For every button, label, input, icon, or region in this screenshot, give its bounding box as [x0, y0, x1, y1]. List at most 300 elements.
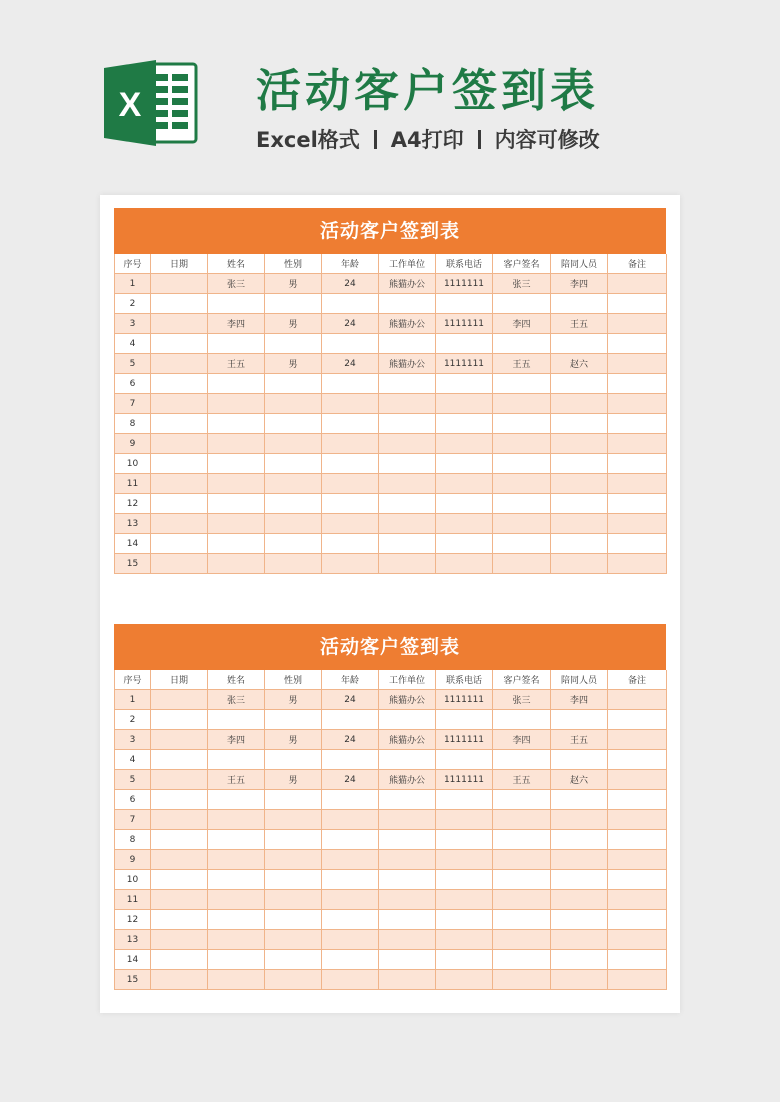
table-cell[interactable] [436, 294, 493, 314]
table-cell[interactable] [379, 514, 436, 534]
table-cell[interactable] [493, 474, 551, 494]
table-cell[interactable]: 9 [115, 434, 151, 454]
table-cell[interactable]: 1111111 [436, 274, 493, 294]
table-cell[interactable] [265, 790, 322, 810]
table-cell[interactable] [265, 454, 322, 474]
table-cell[interactable]: 5 [115, 770, 151, 790]
table-cell[interactable] [436, 534, 493, 554]
table-cell[interactable] [208, 474, 265, 494]
table-cell[interactable]: 2 [115, 294, 151, 314]
table-cell[interactable]: 3 [115, 314, 151, 334]
table-cell[interactable]: 15 [115, 554, 151, 574]
table-cell[interactable]: 张三 [208, 690, 265, 710]
table-cell[interactable] [493, 294, 551, 314]
table-cell[interactable] [493, 890, 551, 910]
table-cell[interactable] [551, 710, 608, 730]
table-cell[interactable] [436, 554, 493, 574]
table-cell[interactable] [151, 930, 208, 950]
table-cell[interactable] [493, 514, 551, 534]
table-cell[interactable]: 李四 [551, 690, 608, 710]
table-cell[interactable]: 男 [265, 770, 322, 790]
table-cell[interactable] [493, 710, 551, 730]
table-cell[interactable] [151, 414, 208, 434]
table-cell[interactable] [208, 950, 265, 970]
table-cell[interactable]: 赵六 [551, 354, 608, 374]
table-cell[interactable] [379, 890, 436, 910]
table-cell[interactable] [151, 810, 208, 830]
table-cell[interactable] [208, 710, 265, 730]
table-cell[interactable]: 11 [115, 890, 151, 910]
table-cell[interactable] [608, 354, 667, 374]
table-cell[interactable] [551, 930, 608, 950]
table-cell[interactable] [436, 890, 493, 910]
table-cell[interactable]: 王五 [208, 770, 265, 790]
table-cell[interactable] [322, 710, 379, 730]
table-cell[interactable]: 李四 [493, 314, 551, 334]
table-cell[interactable]: 4 [115, 750, 151, 770]
table-cell[interactable] [436, 514, 493, 534]
table-cell[interactable] [208, 810, 265, 830]
table-cell[interactable] [322, 890, 379, 910]
table-cell[interactable] [265, 910, 322, 930]
table-cell[interactable]: 14 [115, 534, 151, 554]
table-cell[interactable]: 李四 [208, 314, 265, 334]
table-cell[interactable] [608, 514, 667, 534]
table-cell[interactable] [436, 810, 493, 830]
table-cell[interactable] [436, 710, 493, 730]
table-cell[interactable] [265, 930, 322, 950]
table-cell[interactable]: 李四 [493, 730, 551, 750]
table-cell[interactable] [379, 870, 436, 890]
table-cell[interactable] [265, 514, 322, 534]
table-cell[interactable] [551, 334, 608, 354]
table-cell[interactable] [208, 414, 265, 434]
table-cell[interactable]: 1111111 [436, 730, 493, 750]
table-cell[interactable]: 24 [322, 730, 379, 750]
table-cell[interactable] [436, 474, 493, 494]
table-cell[interactable] [208, 910, 265, 930]
table-cell[interactable] [608, 870, 667, 890]
table-cell[interactable]: 熊猫办公 [379, 770, 436, 790]
table-cell[interactable] [608, 770, 667, 790]
table-cell[interactable] [379, 790, 436, 810]
table-cell[interactable] [379, 850, 436, 870]
table-cell[interactable] [208, 454, 265, 474]
table-cell[interactable]: 14 [115, 950, 151, 970]
table-cell[interactable]: 张三 [208, 274, 265, 294]
table-cell[interactable] [436, 494, 493, 514]
table-cell[interactable] [151, 334, 208, 354]
table-cell[interactable]: 10 [115, 870, 151, 890]
table-cell[interactable] [151, 374, 208, 394]
table-cell[interactable] [551, 890, 608, 910]
table-cell[interactable] [208, 554, 265, 574]
table-cell[interactable] [493, 534, 551, 554]
table-cell[interactable] [379, 930, 436, 950]
table-cell[interactable] [265, 750, 322, 770]
table-cell[interactable] [608, 374, 667, 394]
table-cell[interactable] [208, 534, 265, 554]
table-cell[interactable] [322, 534, 379, 554]
table-cell[interactable] [322, 334, 379, 354]
table-cell[interactable] [608, 810, 667, 830]
table-cell[interactable] [493, 454, 551, 474]
table-cell[interactable] [379, 830, 436, 850]
table-cell[interactable]: 李四 [551, 274, 608, 294]
table-cell[interactable] [379, 474, 436, 494]
table-cell[interactable] [265, 554, 322, 574]
table-cell[interactable]: 12 [115, 910, 151, 930]
table-cell[interactable]: 10 [115, 454, 151, 474]
table-cell[interactable] [493, 414, 551, 434]
table-cell[interactable] [379, 710, 436, 730]
table-cell[interactable] [436, 750, 493, 770]
table-cell[interactable]: 1 [115, 690, 151, 710]
table-cell[interactable] [322, 454, 379, 474]
table-cell[interactable] [151, 494, 208, 514]
table-cell[interactable] [208, 870, 265, 890]
table-cell[interactable] [551, 514, 608, 534]
table-cell[interactable] [322, 374, 379, 394]
table-cell[interactable]: 王五 [208, 354, 265, 374]
table-cell[interactable] [379, 434, 436, 454]
table-cell[interactable]: 1111111 [436, 354, 493, 374]
table-cell[interactable]: 男 [265, 274, 322, 294]
table-cell[interactable] [493, 810, 551, 830]
table-cell[interactable] [436, 850, 493, 870]
table-cell[interactable]: 张三 [493, 690, 551, 710]
table-cell[interactable] [208, 434, 265, 454]
table-cell[interactable]: 15 [115, 970, 151, 990]
table-cell[interactable] [493, 394, 551, 414]
table-cell[interactable] [608, 690, 667, 710]
table-cell[interactable]: 24 [322, 770, 379, 790]
table-cell[interactable] [551, 374, 608, 394]
table-cell[interactable]: 男 [265, 314, 322, 334]
table-cell[interactable] [436, 790, 493, 810]
table-cell[interactable] [608, 434, 667, 454]
table-cell[interactable] [265, 970, 322, 990]
table-cell[interactable] [379, 494, 436, 514]
table-cell[interactable]: 熊猫办公 [379, 730, 436, 750]
table-cell[interactable] [151, 274, 208, 294]
table-cell[interactable] [436, 830, 493, 850]
table-cell[interactable] [322, 434, 379, 454]
table-cell[interactable] [608, 274, 667, 294]
table-cell[interactable] [608, 970, 667, 990]
table-cell[interactable] [208, 374, 265, 394]
table-cell[interactable] [265, 434, 322, 454]
table-cell[interactable] [551, 970, 608, 990]
table-cell[interactable] [379, 294, 436, 314]
table-cell[interactable] [151, 750, 208, 770]
table-cell[interactable] [322, 910, 379, 930]
table-cell[interactable] [436, 950, 493, 970]
table-cell[interactable] [608, 294, 667, 314]
table-cell[interactable] [322, 294, 379, 314]
table-cell[interactable] [551, 534, 608, 554]
table-cell[interactable] [608, 710, 667, 730]
table-cell[interactable]: 13 [115, 930, 151, 950]
table-cell[interactable] [551, 910, 608, 930]
table-cell[interactable] [493, 970, 551, 990]
table-cell[interactable] [208, 970, 265, 990]
table-cell[interactable] [151, 770, 208, 790]
table-cell[interactable] [608, 414, 667, 434]
table-cell[interactable]: 8 [115, 414, 151, 434]
table-cell[interactable] [379, 810, 436, 830]
table-cell[interactable] [551, 950, 608, 970]
table-cell[interactable] [265, 394, 322, 414]
table-cell[interactable] [608, 950, 667, 970]
table-cell[interactable]: 王五 [551, 730, 608, 750]
table-cell[interactable] [208, 890, 265, 910]
table-cell[interactable] [151, 730, 208, 750]
table-cell[interactable] [322, 850, 379, 870]
table-cell[interactable] [265, 850, 322, 870]
table-cell[interactable] [379, 374, 436, 394]
table-cell[interactable] [322, 810, 379, 830]
table-cell[interactable]: 24 [322, 690, 379, 710]
table-cell[interactable] [151, 534, 208, 554]
table-cell[interactable] [265, 810, 322, 830]
table-cell[interactable] [436, 374, 493, 394]
table-cell[interactable] [265, 294, 322, 314]
table-cell[interactable] [208, 514, 265, 534]
table-cell[interactable] [608, 930, 667, 950]
table-cell[interactable] [322, 474, 379, 494]
table-cell[interactable] [608, 890, 667, 910]
table-cell[interactable] [151, 514, 208, 534]
table-cell[interactable] [436, 930, 493, 950]
table-cell[interactable]: 5 [115, 354, 151, 374]
table-cell[interactable] [608, 474, 667, 494]
table-cell[interactable] [265, 414, 322, 434]
table-cell[interactable] [551, 494, 608, 514]
table-cell[interactable]: 11 [115, 474, 151, 494]
table-cell[interactable] [265, 710, 322, 730]
table-cell[interactable] [322, 750, 379, 770]
table-cell[interactable]: 13 [115, 514, 151, 534]
table-cell[interactable] [493, 434, 551, 454]
table-cell[interactable] [322, 514, 379, 534]
table-cell[interactable] [551, 554, 608, 574]
table-cell[interactable] [151, 474, 208, 494]
table-cell[interactable] [151, 830, 208, 850]
table-cell[interactable] [551, 394, 608, 414]
table-cell[interactable] [265, 830, 322, 850]
table-cell[interactable] [151, 850, 208, 870]
table-cell[interactable]: 24 [322, 354, 379, 374]
table-cell[interactable] [608, 850, 667, 870]
table-cell[interactable]: 1111111 [436, 770, 493, 790]
table-cell[interactable] [551, 850, 608, 870]
table-cell[interactable]: 熊猫办公 [379, 690, 436, 710]
table-cell[interactable]: 2 [115, 710, 151, 730]
table-cell[interactable]: 王五 [493, 770, 551, 790]
table-cell[interactable]: 男 [265, 690, 322, 710]
table-cell[interactable] [322, 870, 379, 890]
table-cell[interactable]: 1111111 [436, 314, 493, 334]
table-cell[interactable] [608, 534, 667, 554]
table-cell[interactable] [265, 494, 322, 514]
table-cell[interactable]: 24 [322, 314, 379, 334]
table-cell[interactable] [551, 870, 608, 890]
table-cell[interactable] [151, 554, 208, 574]
table-cell[interactable] [379, 334, 436, 354]
table-cell[interactable] [493, 950, 551, 970]
table-cell[interactable] [379, 554, 436, 574]
table-cell[interactable] [151, 910, 208, 930]
table-cell[interactable] [493, 494, 551, 514]
table-cell[interactable]: 3 [115, 730, 151, 750]
table-cell[interactable]: 赵六 [551, 770, 608, 790]
table-cell[interactable] [551, 750, 608, 770]
table-cell[interactable] [265, 534, 322, 554]
table-cell[interactable] [151, 870, 208, 890]
table-cell[interactable] [379, 454, 436, 474]
table-cell[interactable] [322, 394, 379, 414]
table-cell[interactable] [608, 554, 667, 574]
table-cell[interactable] [322, 930, 379, 950]
table-cell[interactable] [322, 790, 379, 810]
table-cell[interactable] [265, 950, 322, 970]
table-cell[interactable] [493, 554, 551, 574]
table-cell[interactable] [151, 950, 208, 970]
table-cell[interactable] [379, 394, 436, 414]
table-cell[interactable] [151, 454, 208, 474]
table-cell[interactable] [151, 970, 208, 990]
table-cell[interactable]: 熊猫办公 [379, 314, 436, 334]
table-cell[interactable] [265, 890, 322, 910]
table-cell[interactable] [608, 790, 667, 810]
table-cell[interactable] [379, 950, 436, 970]
table-cell[interactable] [493, 374, 551, 394]
table-cell[interactable]: 男 [265, 730, 322, 750]
table-cell[interactable] [551, 454, 608, 474]
table-cell[interactable] [608, 494, 667, 514]
table-cell[interactable]: 6 [115, 790, 151, 810]
table-cell[interactable] [265, 870, 322, 890]
table-cell[interactable] [322, 970, 379, 990]
table-cell[interactable] [493, 830, 551, 850]
table-cell[interactable] [379, 970, 436, 990]
table-cell[interactable] [551, 790, 608, 810]
table-cell[interactable] [493, 870, 551, 890]
table-cell[interactable] [436, 334, 493, 354]
table-cell[interactable]: 7 [115, 810, 151, 830]
table-cell[interactable] [436, 910, 493, 930]
table-cell[interactable] [436, 870, 493, 890]
table-cell[interactable] [551, 434, 608, 454]
table-cell[interactable] [608, 750, 667, 770]
table-cell[interactable] [608, 454, 667, 474]
table-cell[interactable] [151, 710, 208, 730]
table-cell[interactable] [151, 354, 208, 374]
table-cell[interactable] [208, 750, 265, 770]
table-cell[interactable] [151, 790, 208, 810]
table-cell[interactable] [436, 454, 493, 474]
table-cell[interactable] [151, 294, 208, 314]
table-cell[interactable] [551, 830, 608, 850]
table-cell[interactable] [151, 890, 208, 910]
table-cell[interactable] [551, 810, 608, 830]
table-cell[interactable] [379, 910, 436, 930]
table-cell[interactable]: 6 [115, 374, 151, 394]
table-cell[interactable]: 24 [322, 274, 379, 294]
table-cell[interactable] [151, 394, 208, 414]
table-cell[interactable] [608, 394, 667, 414]
table-cell[interactable] [208, 294, 265, 314]
table-cell[interactable] [608, 334, 667, 354]
table-cell[interactable] [379, 414, 436, 434]
table-cell[interactable] [551, 414, 608, 434]
table-cell[interactable] [493, 930, 551, 950]
table-cell[interactable] [436, 434, 493, 454]
table-cell[interactable] [436, 970, 493, 990]
table-cell[interactable] [265, 334, 322, 354]
table-cell[interactable]: 王五 [493, 354, 551, 374]
table-cell[interactable] [379, 534, 436, 554]
table-cell[interactable] [608, 314, 667, 334]
table-cell[interactable] [151, 314, 208, 334]
table-cell[interactable] [379, 750, 436, 770]
table-cell[interactable] [208, 930, 265, 950]
table-cell[interactable]: 9 [115, 850, 151, 870]
table-cell[interactable] [436, 414, 493, 434]
table-cell[interactable] [208, 394, 265, 414]
table-cell[interactable] [208, 850, 265, 870]
table-cell[interactable] [208, 334, 265, 354]
table-cell[interactable] [208, 830, 265, 850]
table-cell[interactable] [608, 910, 667, 930]
table-cell[interactable] [265, 374, 322, 394]
table-cell[interactable] [493, 790, 551, 810]
table-cell[interactable]: 1111111 [436, 690, 493, 710]
table-cell[interactable]: 熊猫办公 [379, 354, 436, 374]
table-cell[interactable] [151, 434, 208, 454]
table-cell[interactable] [265, 474, 322, 494]
table-cell[interactable]: 王五 [551, 314, 608, 334]
table-cell[interactable]: 7 [115, 394, 151, 414]
table-cell[interactable] [493, 334, 551, 354]
table-cell[interactable] [608, 730, 667, 750]
table-cell[interactable] [322, 494, 379, 514]
table-cell[interactable]: 男 [265, 354, 322, 374]
table-cell[interactable]: 李四 [208, 730, 265, 750]
table-cell[interactable] [322, 830, 379, 850]
table-cell[interactable] [493, 750, 551, 770]
table-cell[interactable] [493, 910, 551, 930]
table-cell[interactable]: 12 [115, 494, 151, 514]
table-cell[interactable] [493, 850, 551, 870]
table-cell[interactable] [322, 950, 379, 970]
table-cell[interactable] [322, 554, 379, 574]
table-cell[interactable]: 8 [115, 830, 151, 850]
table-cell[interactable] [436, 394, 493, 414]
table-cell[interactable] [322, 414, 379, 434]
table-cell[interactable]: 熊猫办公 [379, 274, 436, 294]
table-cell[interactable]: 张三 [493, 274, 551, 294]
table-cell[interactable] [608, 830, 667, 850]
table-cell[interactable] [208, 790, 265, 810]
table-cell[interactable] [208, 494, 265, 514]
table-cell[interactable] [551, 474, 608, 494]
table-cell[interactable]: 4 [115, 334, 151, 354]
table-cell[interactable]: 1 [115, 274, 151, 294]
table-cell[interactable] [551, 294, 608, 314]
table-cell[interactable] [151, 690, 208, 710]
